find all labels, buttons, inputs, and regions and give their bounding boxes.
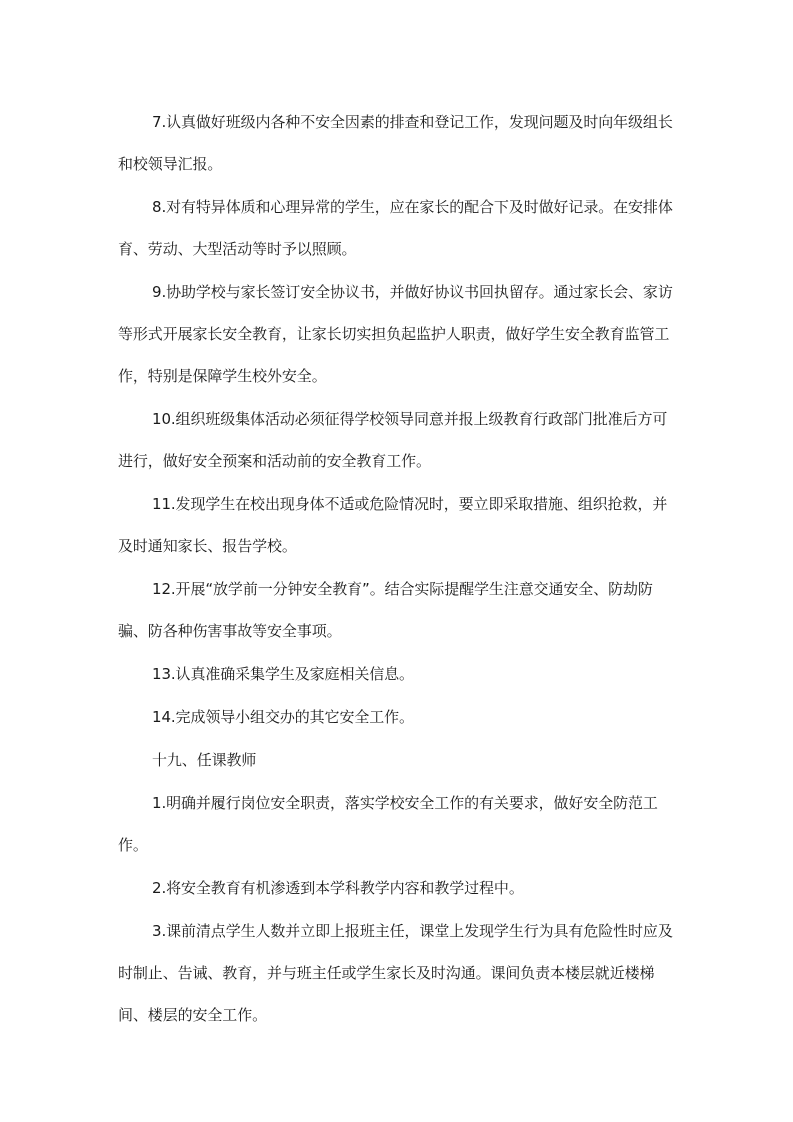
paragraph-item-12: 12.开展“放学前一分钟安全教育”。结合实际提醒学生注意交通安全、防劫防骗、防各种伤害事故等安全事项。 xyxy=(118,580,653,640)
section-heading: 十九、任课教师 xyxy=(152,751,257,769)
paragraph-item-1: 1.明确并履行岗位安全职责，落实学校安全工作的有关要求，做好安全防范工作。 xyxy=(118,794,658,854)
document-body xyxy=(118,101,680,1036)
paragraph-item-7: 7.认真做好班级内各种不安全因素的排查和登记工作，发现问题及时向年级组长和校领导汇报。 xyxy=(118,113,673,173)
paragraph-item-13: 13.认真准确采集学生及家庭相关信息。 xyxy=(152,665,414,683)
paragraph-item-11: 11.发现学生在校出现身体不适或危险情况时，要立即采取措施、组织抢救，并及时通知家长、报告学校。 xyxy=(118,495,668,555)
paragraph-item-2: 2.将安全教育有机渗透到本学科教学内容和教学过程中。 xyxy=(152,879,524,897)
paragraph-item-14: 14.完成领导小组交办的其它安全工作。 xyxy=(152,708,414,726)
paragraph-item-9: 9.协助学校与家长签订安全协议书，并做好协议书回执留存。通过家长会、家访等形式开展家长安全教育，让家长切实担负起监护人职责，做好学生安全教育监管工作，特别是保障学生校外安全。 xyxy=(118,283,673,385)
paragraph-item-8: 8.对有特异体质和心理异常的学生，应在家长的配合下及时做好记录。在安排体育、劳动、大型活动等时予以照顾。 xyxy=(118,198,673,258)
paragraph-item-3: 3.课前清点学生人数并立即上报班主任，课堂上发现学生行为具有危险性时应及时制止、告诫、教育，并与班主任或学生家长及时沟通。课间负责本楼层就近楼梯间、楼层的安全工作。 xyxy=(118,922,673,1024)
paragraph-item-10: 10.组织班级集体活动必须征得学校领导同意并报上级教育行政部门批准后方可进行，做好安全预案和活动前的安全教育工作。 xyxy=(118,410,668,470)
